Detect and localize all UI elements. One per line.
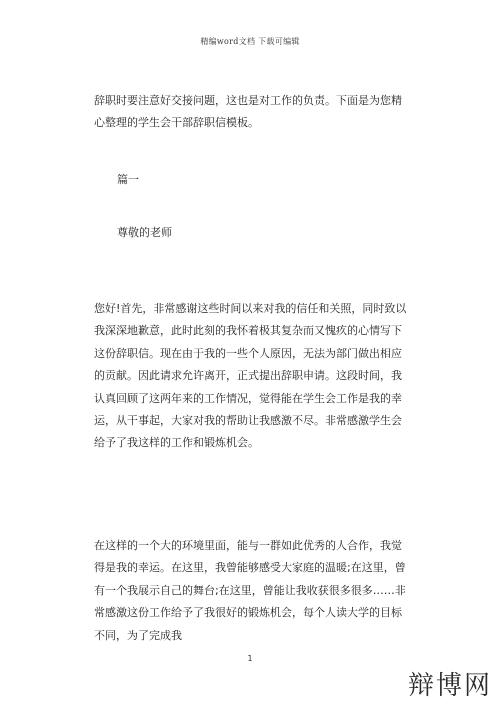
- intro-paragraph: 辞职时要注意好交接问题，这也是对工作的负责。下面是为您精心整理的学生会干部辞职信模板。: [94, 94, 402, 130]
- site-watermark: 辩博网: [407, 671, 492, 701]
- body-paragraph-2: 在这样的一个大的环境里面，能与一群如此优秀的人合作，我觉得是我的幸运。在这里，我曾能够感受大家庭的温暖;在这里，曾有一个我展示自己的舞台;在这里，曾能让我收获很多很多……非常感激这份工作给予了我很好的锻炼机会，每个人读大学的目标不同，为了完成我: [94, 539, 406, 642]
- section-heading: 篇一: [117, 173, 139, 186]
- page-number: 1: [247, 654, 253, 663]
- body-paragraph-1: 您好!首先，非常感谢这些时间以来对我的信任和关照，同时致以我深深地歉意，此时此刻的我怀着极其复杂而又愧疚的心情写下这份辞职信。现在由于我的一些个人原因，无法为部门做出相应的贡献。因此请求允许离开，正式提出辞职申请。这段时间，我认真回顾了这两年来的工作情况，觉得能在学生会工作是我的幸运，从干事起，大家对我的帮助让我感激不尽。非常感激学生会给予了我这样的工作和锻炼机会。: [94, 302, 407, 450]
- page-header: 精编word文档 下载可编辑: [200, 37, 300, 46]
- salutation: 尊敬的老师: [117, 226, 172, 239]
